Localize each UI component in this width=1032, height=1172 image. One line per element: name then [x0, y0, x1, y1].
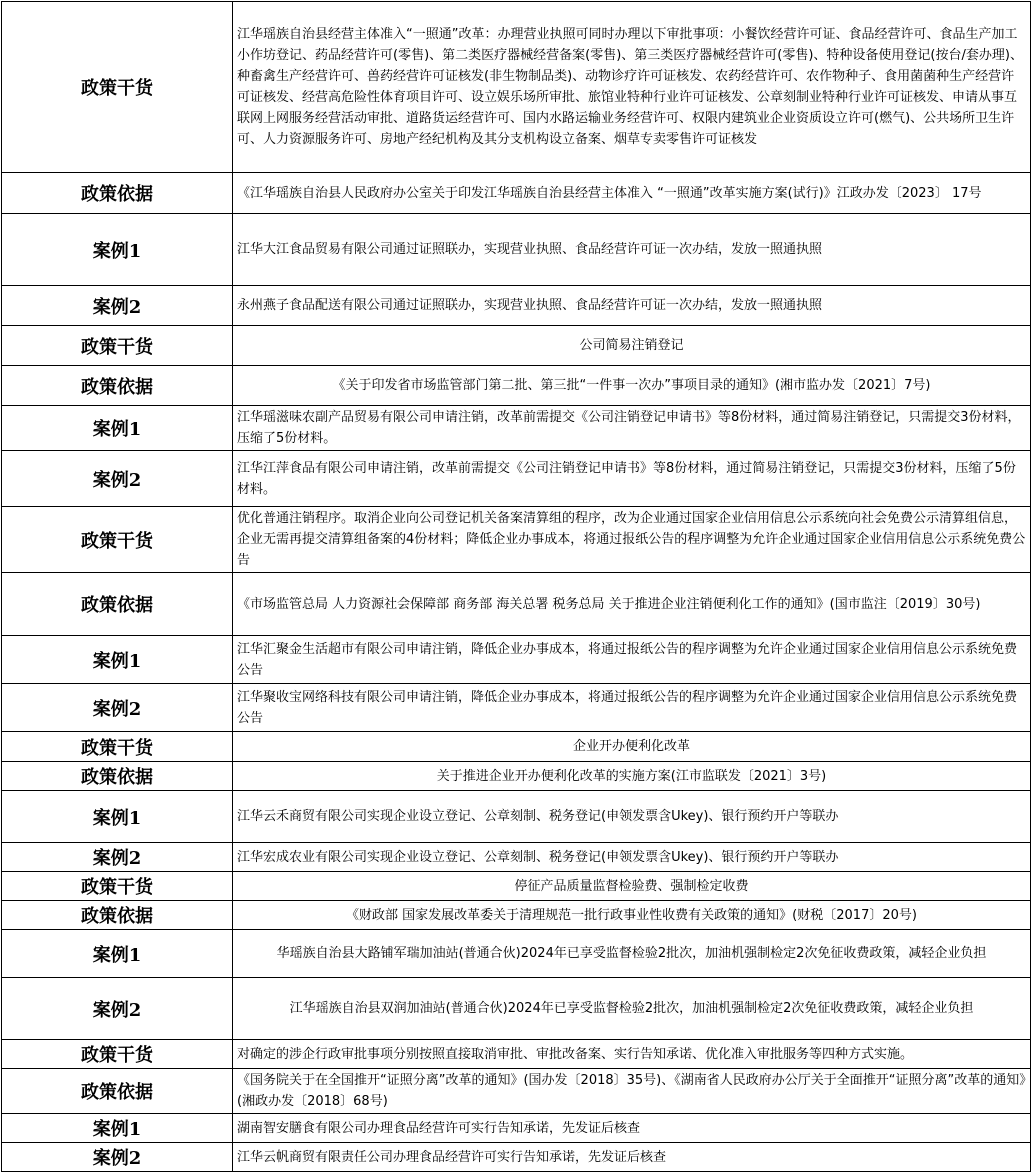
table-row	[2, 978, 1031, 1040]
row-content: 湖南智安膳食有限公司办理食品经营许可实行告知承诺，先发证后核查	[233, 1114, 1031, 1143]
row-content: 江华江萍食品有限公司申请注销，改革前需提交《公司注销登记申请书》等8份材料，通过简易注销登记，只需提交3份材料，压缩了5份材料。	[233, 451, 1031, 507]
row-label: 案例1	[2, 636, 233, 684]
table-row	[2, 1114, 1031, 1143]
row-content: 优化普通注销程序。取消企业向公司登记机关备案清算组的程序，改为企业通过国家企业信用信息公示系统向社会免费公示清算组信息，企业无需再提交清算组备案的4份材料；降低企业办事成本，将通过报纸公告的程序调整为允许企业通过国家企业信用信息公示系统免费公告	[233, 507, 1031, 573]
row-content: 江华瑶滋味农副产品贸易有限公司申请注销，改革前需提交《公司注销登记申请书》等8份材料，通过简易注销登记，只需提交3份材料，压缩了5份材料。	[233, 406, 1031, 451]
table-row	[2, 636, 1031, 684]
row-content: 《江华瑶族自治县人民政府办公室关于印发江华瑶族自治县经营主体准入 “一照通”改革实施方案(试行)》江政办发〔2023〕 17号	[233, 173, 1031, 214]
table-row	[2, 732, 1031, 762]
row-label: 案例2	[2, 286, 233, 326]
row-content: 江华云帆商贸有限责任公司办理食品经营许可实行告知承诺，先发证后核查	[233, 1143, 1031, 1172]
row-content: 江华聚收宝网络科技有限公司申请注销，降低企业办事成本，将通过报纸公告的程序调整为允许企业通过国家企业信用信息公示系统免费公告	[233, 684, 1031, 732]
table-row	[2, 406, 1031, 451]
row-label: 政策依据	[2, 173, 233, 214]
row-label: 案例1	[2, 406, 233, 451]
row-content: 《财政部 国家发展改革委关于清理规范一批行政事业性收费有关政策的通知》(财税〔2017〕20号)	[233, 901, 1031, 930]
table-row	[2, 326, 1031, 366]
row-label: 政策干货	[2, 2, 233, 173]
row-label: 政策干货	[2, 507, 233, 573]
row-content: 华瑶族自治县大路铺军瑞加油站(普通合伙)2024年已享受监督检验2批次，加油机强制检定2次免征收费政策，减轻企业负担	[233, 930, 1031, 978]
table-row	[2, 762, 1031, 791]
row-content: 《市场监管总局 人力资源社会保障部 商务部 海关总署 税务总局 关于推进企业注销便利化工作的通知》(国市监注〔2019〕30号)	[233, 573, 1031, 636]
table-row	[2, 214, 1031, 286]
row-label: 案例1	[2, 1114, 233, 1143]
table-row	[2, 507, 1031, 573]
row-label: 政策依据	[2, 901, 233, 930]
row-label: 政策干货	[2, 872, 233, 901]
row-label: 案例1	[2, 930, 233, 978]
table-row	[2, 930, 1031, 978]
row-content: 公司简易注销登记	[233, 326, 1031, 366]
table-row	[2, 684, 1031, 732]
row-content: 关于推进企业开办便利化改革的实施方案(江市监联发〔2021〕3号)	[233, 762, 1031, 791]
row-content: 江华汇聚金生活超市有限公司申请注销，降低企业办事成本，将通过报纸公告的程序调整为允许企业通过国家企业信用信息公示系统免费公告	[233, 636, 1031, 684]
table-row	[2, 451, 1031, 507]
policy-table	[1, 1, 1031, 1172]
table-row	[2, 791, 1031, 843]
row-content: 江华宏成农业有限公司实现企业设立登记、公章刻制、税务登记(申领发票含Ukey)、银行预约开户等联办	[233, 843, 1031, 872]
table-row	[2, 2, 1031, 173]
row-label: 政策干货	[2, 1040, 233, 1069]
table-row	[2, 366, 1031, 406]
table-row	[2, 1143, 1031, 1172]
row-content: 企业开办便利化改革	[233, 732, 1031, 762]
table-row	[2, 573, 1031, 636]
table-row	[2, 843, 1031, 872]
row-content: 江华大江食品贸易有限公司通过证照联办，实现营业执照、食品经营许可证一次办结，发放一照通执照	[233, 214, 1031, 286]
row-label: 政策干货	[2, 732, 233, 762]
row-content: 《国务院关于在全国推开“证照分离”改革的通知》(国办发〔2018〕35号)、《湖南省人民政府办公厅关于全面推开“证照分离”改革的通知》(湘政办发〔2018〕68号)	[233, 1069, 1031, 1114]
row-label: 案例2	[2, 684, 233, 732]
row-label: 案例2	[2, 1143, 233, 1172]
row-content: 停征产品质量监督检验费、强制检定收费	[233, 872, 1031, 901]
row-label: 案例2	[2, 843, 233, 872]
row-label: 案例2	[2, 451, 233, 507]
table-row	[2, 1069, 1031, 1114]
row-label: 政策干货	[2, 326, 233, 366]
table-row	[2, 872, 1031, 901]
row-label: 案例2	[2, 978, 233, 1040]
row-content: 《关于印发省市场监管部门第二批、第三批“一件事一次办”事项目录的通知》(湘市监办发〔2021〕7号)	[233, 366, 1031, 406]
row-content: 对确定的涉企行政审批事项分别按照直接取消审批、审批改备案、实行告知承诺、优化准入审批服务等四种方式实施。	[233, 1040, 1031, 1069]
table-row	[2, 286, 1031, 326]
table-row	[2, 1040, 1031, 1069]
row-label: 政策依据	[2, 1069, 233, 1114]
row-content: 江华云禾商贸有限公司实现企业设立登记、公章刻制、税务登记(申领发票含Ukey)、银行预约开户等联办	[233, 791, 1031, 843]
row-label: 政策依据	[2, 762, 233, 791]
row-content: 永州燕子食品配送有限公司通过证照联办，实现营业执照、食品经营许可证一次办结，发放一照通执照	[233, 286, 1031, 326]
table-row	[2, 901, 1031, 930]
row-label: 政策依据	[2, 573, 233, 636]
row-label: 案例1	[2, 214, 233, 286]
row-label: 政策依据	[2, 366, 233, 406]
row-content: 江华瑶族自治县经营主体准入“一照通”改革：办理营业执照可同时办理以下审批事项：小餐饮经营许可证、食品经营许可、食品生产加工小作坊登记、药品经营许可(零售)、第二类医疗器械经营备案(零售)、第三类医疗器械经营许可(零售)、特种设备使用登记(按台/套办理)、种畜禽生产经营许可、兽药经营许可证核发(非生物制品类)、动物诊疗许可证核发、农药经营许可、农作物种子、食用菌菌种生产经营许可证核发、经营高危险性体育项目许可、设立娱乐场所审批、旅馆业特种行业许可证核发、公章刻制业特种行业许可证核发、申请从事互联网上网服务经营活动审批、道路货运经营许可、国内水路运输业务经营许可、权限内建筑业企业资质设立许可(燃气)、公共场所卫生许可、人力资源服务许可、房地产经纪机构及其分支机构设立备案、烟草专卖零售许可证核发	[233, 2, 1031, 173]
row-label: 案例1	[2, 791, 233, 843]
row-content: 江华瑶族自治县双润加油站(普通合伙)2024年已享受监督检验2批次，加油机强制检定2次免征收费政策，减轻企业负担	[233, 978, 1031, 1040]
table-row	[2, 173, 1031, 214]
